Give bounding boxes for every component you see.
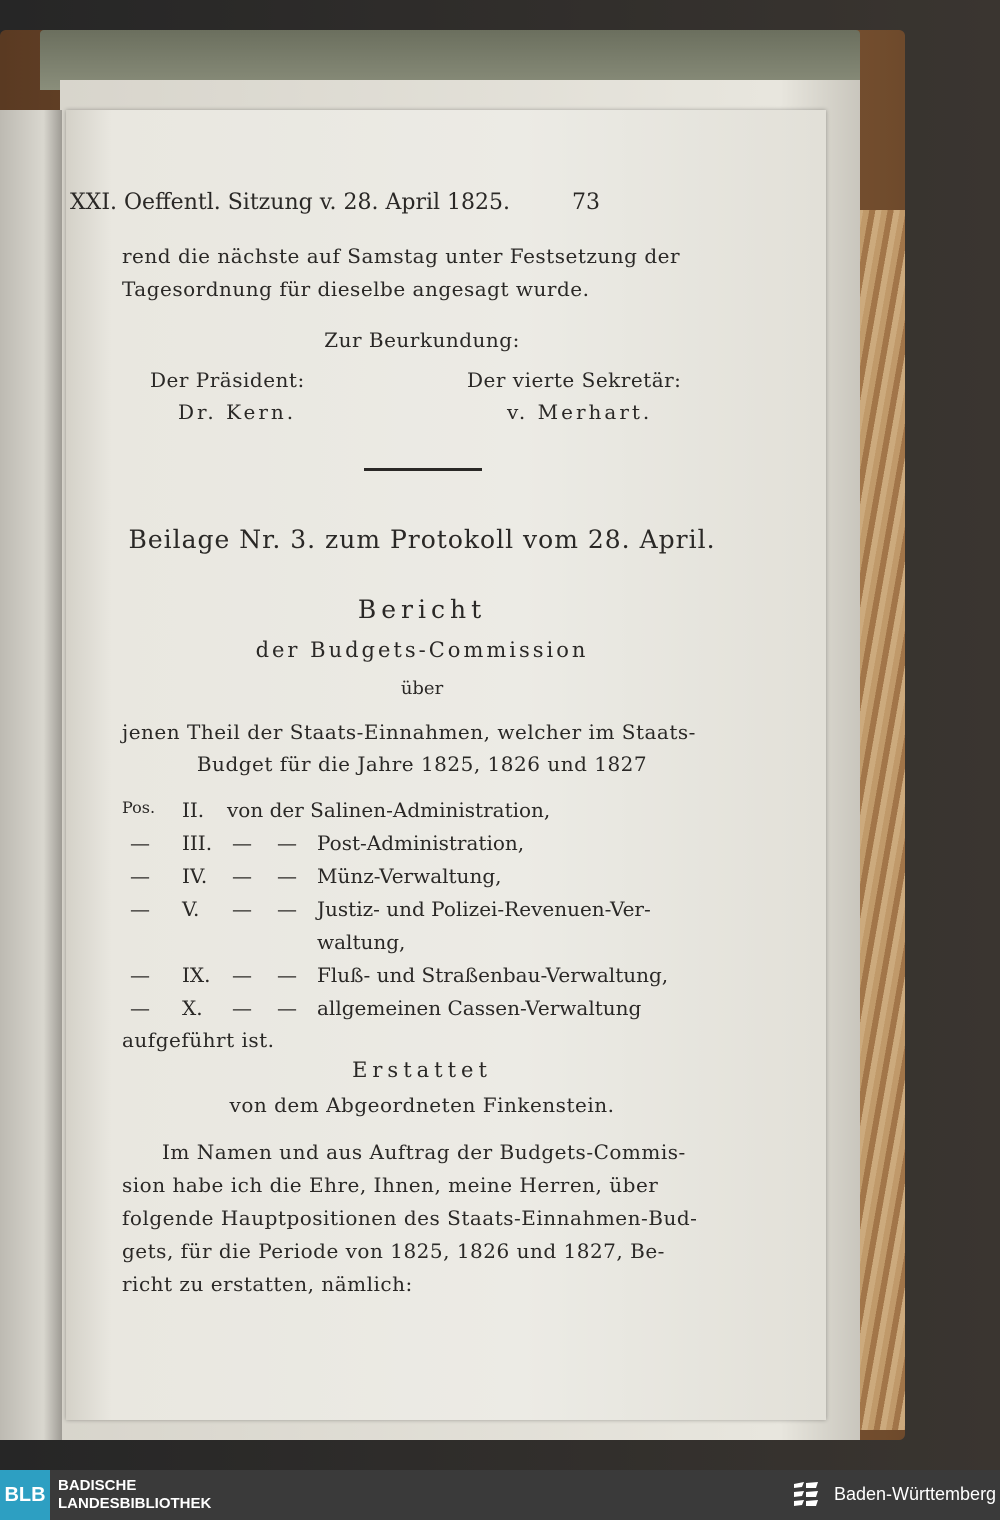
list-closing: aufgeführt ist. bbox=[122, 1028, 275, 1052]
president-role: Der Präsident: bbox=[150, 368, 305, 392]
subject-line: Budget für die Jahre 1825, 1826 und 1827 bbox=[196, 752, 648, 776]
coat-of-arms-icon bbox=[790, 1478, 822, 1512]
intro-line: rend die nächste auf Samstag unter Festsetzung der bbox=[122, 244, 681, 268]
library-name-line2: LANDESBIBLIOTHEK bbox=[58, 1495, 212, 1512]
body-line: sion habe ich die Ehre, Ihnen, meine Herren, über bbox=[122, 1173, 659, 1197]
left-page bbox=[0, 110, 62, 1440]
footer-bar bbox=[0, 1470, 1000, 1520]
section-divider bbox=[364, 468, 482, 471]
blb-logo[interactable]: BLB bbox=[0, 1470, 50, 1520]
rendered-label: Erstattet bbox=[352, 1058, 492, 1082]
header-title: XXI. Oeffentl. Sitzung v. 28. April 1825. bbox=[70, 190, 511, 215]
secretary-role: Der vierte Sekretär: bbox=[467, 368, 682, 392]
body-line: folgende Hauptpositionen des Staats-Einnahmen-Bud- bbox=[122, 1206, 698, 1230]
rendered-by: von dem Abgeordneten Finkenstein. bbox=[229, 1093, 615, 1117]
position-list: Pos. II. von der Salinen-Administration, — III. — — Post-Administration, — IV. — — Münz-Verwaltung, — V. — — Justiz- und Polizei-Revenuen-Ver- waltung, — IX. — — Fluß- und Straßenbau-Verwaltung, — X. — — allgemeinen Cassen-Verwaltung bbox=[122, 798, 669, 1020]
intro-line: Tagesordnung für dieselbe angesagt wurde. bbox=[122, 277, 590, 301]
report-about: über bbox=[400, 678, 444, 699]
subject-line: jenen Theil der Staats-Einnahmen, welcher im Staats- bbox=[122, 720, 696, 744]
body-line: richt zu erstatten, nämlich: bbox=[122, 1272, 413, 1296]
body-line: gets, für die Periode von 1825, 1826 und 1827, Be- bbox=[122, 1239, 665, 1263]
library-name bbox=[58, 1477, 211, 1513]
report-of: der Budgets-Commission bbox=[255, 638, 589, 662]
report-label: Bericht bbox=[357, 595, 487, 624]
library-name-line1: BADISCHE bbox=[58, 1477, 137, 1494]
body-line: Im Namen und aus Auftrag der Budgets-Commis- bbox=[162, 1140, 686, 1164]
page-number: 73 bbox=[572, 190, 600, 215]
appendix-title: Beilage Nr. 3. zum Protokoll vom 28. April. bbox=[128, 525, 716, 554]
secretary-name: v. Merhart. bbox=[507, 400, 653, 424]
president-name: Dr. Kern. bbox=[178, 400, 297, 424]
signature-heading: Zur Beurkundung: bbox=[324, 328, 520, 352]
state-name[interactable]: Baden-Württemberg bbox=[834, 1484, 997, 1504]
